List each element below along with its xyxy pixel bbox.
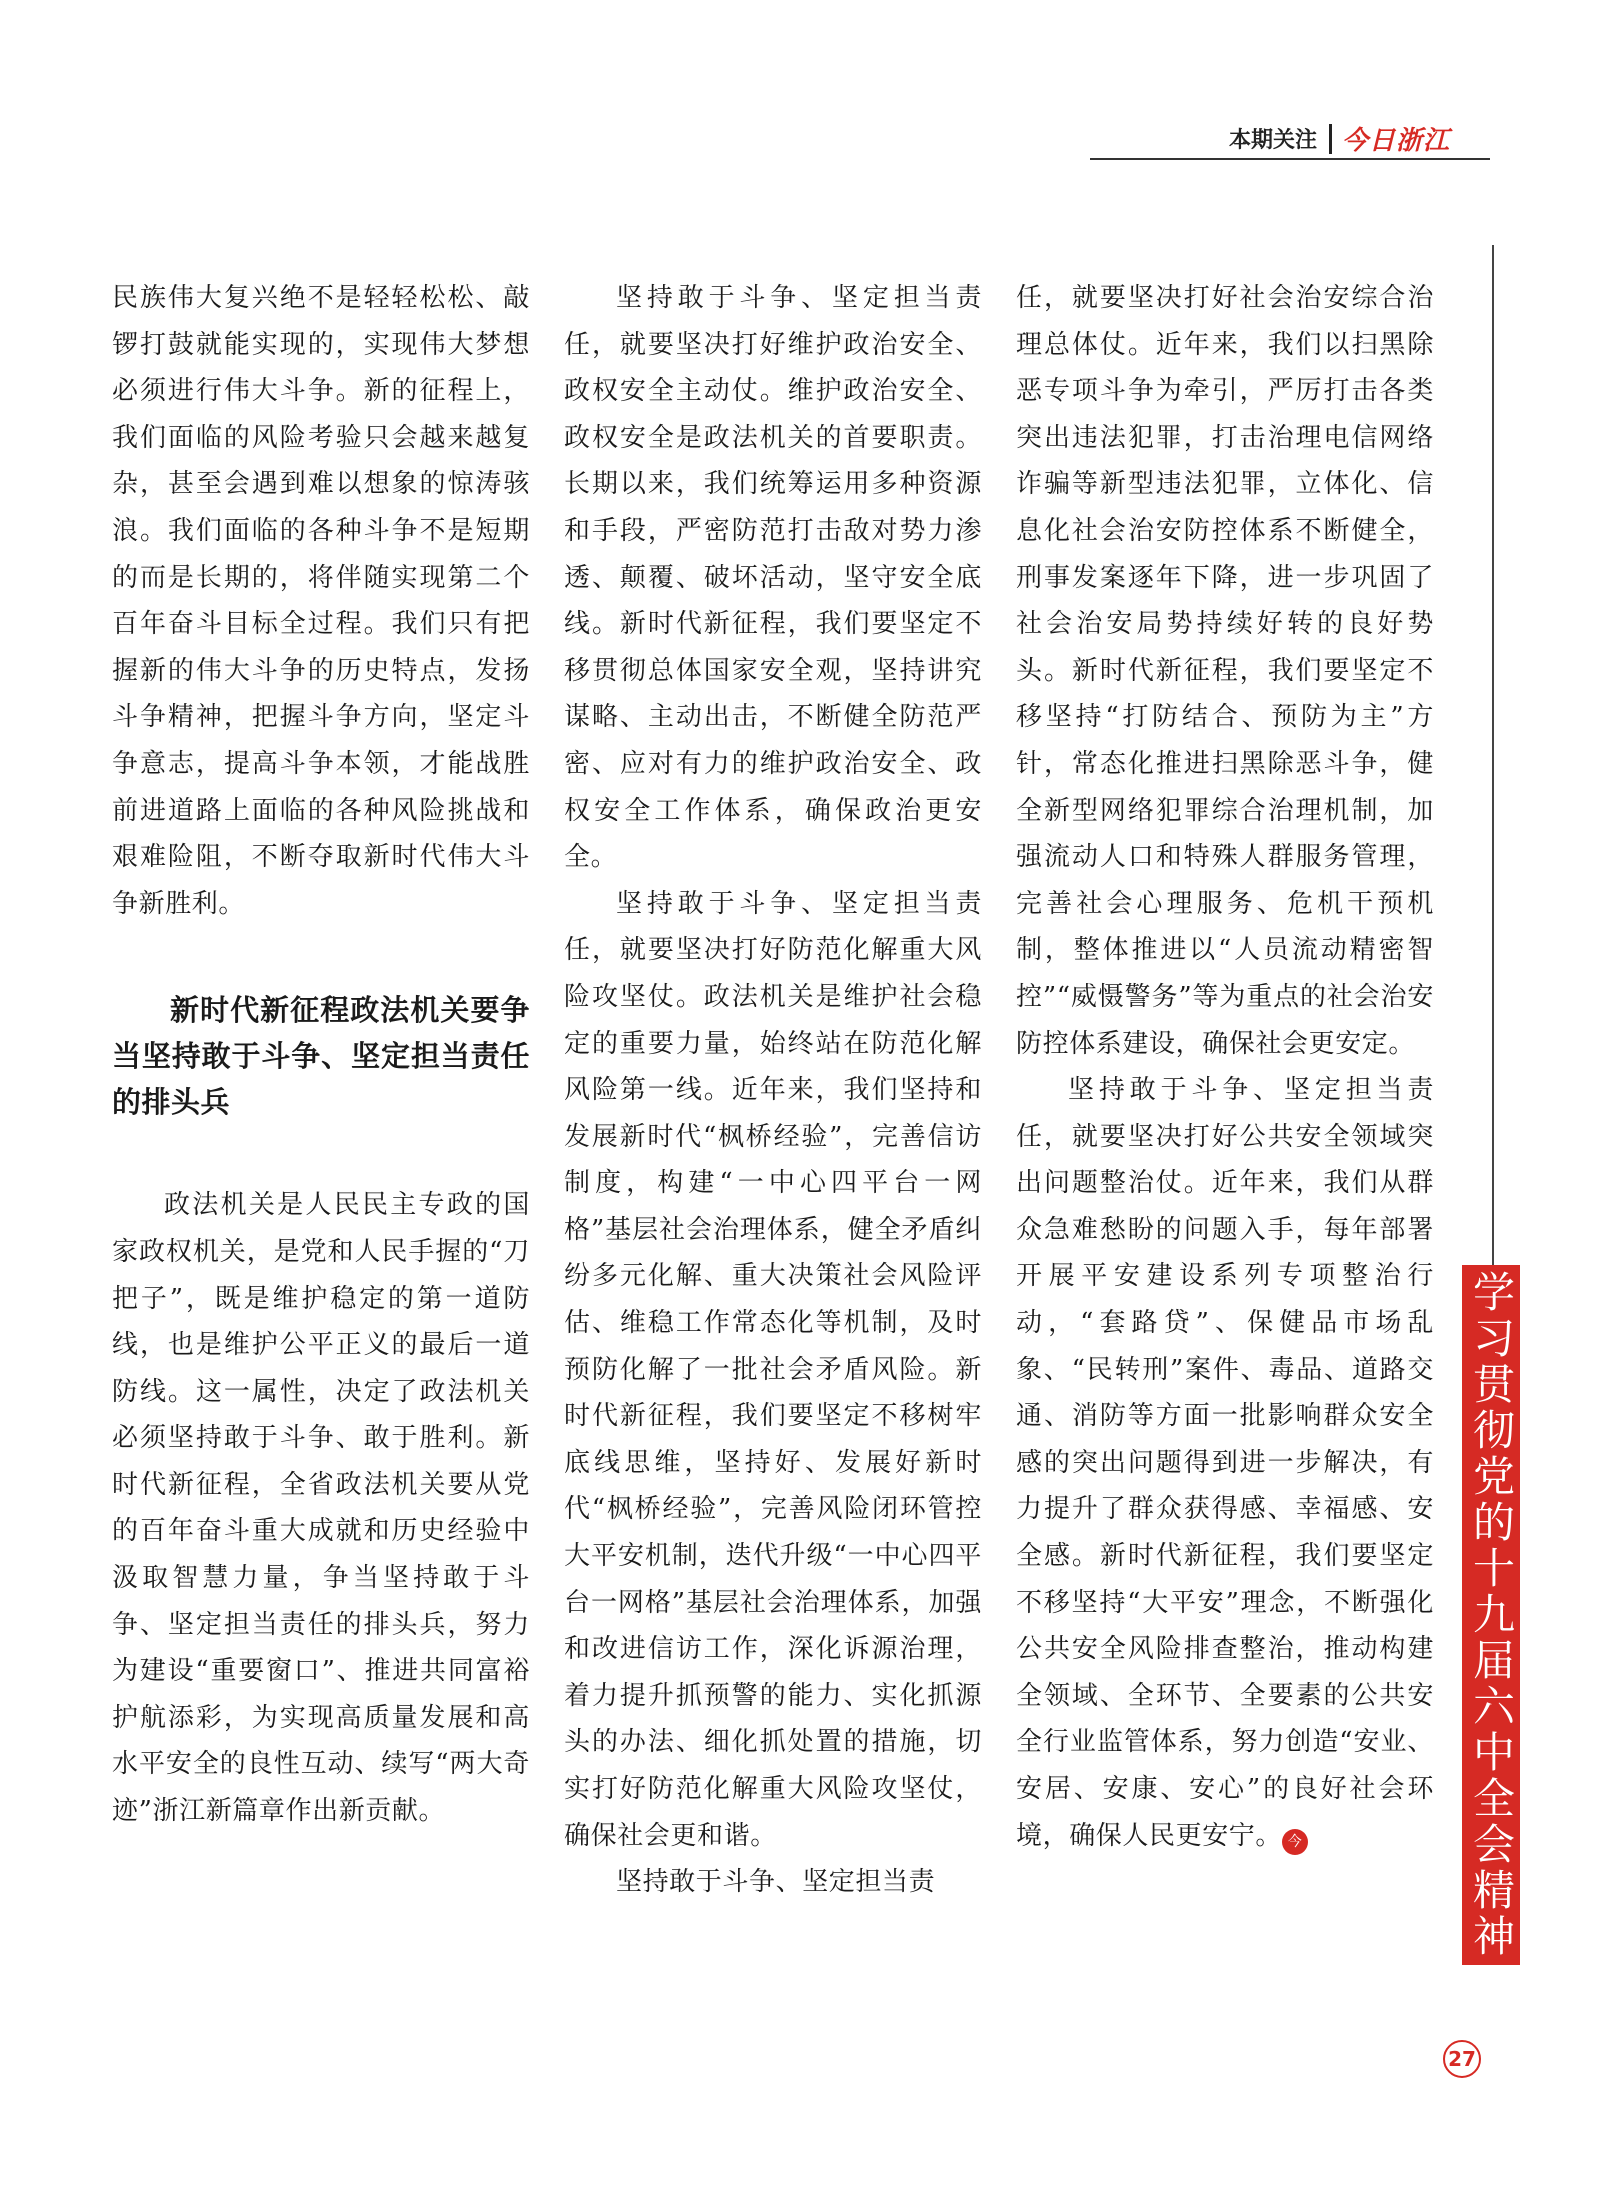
column-2 <box>564 275 982 1906</box>
paragraph-text: 坚持敢于斗争、坚定担当责任，就要坚决打好公共安全领域突出问题整治仗。近年来，我们从群众急难愁盼的问题入手，每年部署开展平安建设系列专项整治行动，“套路贷”、保健品市场乱象、“民转刑”案件、毒品、道路交通、消防等方面一批影响群众安全感的突出问题得到进一步解决，有力提升了群众获得感、幸福感、安全感。新时代新征程，我们要坚定不移坚持“大平安”理念，不断强化公共安全风险排查整治，推动构建全领域、全环节、全要素的公共安全行业监管体系，努力创造“安业、安居、安康、安心”的良好社会环境，确保人民更安宁。 <box>1016 1075 1434 1851</box>
paragraph <box>1016 1067 1434 1859</box>
paragraph: 任，就要坚决打好社会治安综合治理总体仗。近年来，我们以扫黑除恶专项斗争为牵引，严厉打击各类突出违法犯罪，打击治理电信网络诈骗等新型违法犯罪，立体化、信息化社会治安防控体系不断健全，刑事发案逐年下降，进一步巩固了社会治安局势持续好转的良好势头。新时代新征程，我们要坚定不移坚持“打防结合、预防为主”方针，常态化推进扫黑除恶斗争，健全新型网络犯罪综合治理机制，加强流动人口和特殊人群服务管理，完善社会心理服务、危机干预机制，整体推进以“人员流动精密智控”“威慑警务”等为重点的社会治安防控体系建设，确保社会更安定。 <box>1016 283 1434 1059</box>
page-number: 27 <box>1443 2040 1481 2078</box>
header-divider <box>1329 124 1332 154</box>
header-rule <box>1090 158 1490 160</box>
section-heading: 新时代新征程政法机关要争当坚持敢于斗争、坚定担当责任的排头兵 <box>112 993 530 1120</box>
paragraph: 坚持敢于斗争、坚定担当责 <box>616 1867 936 1898</box>
magazine-logo: 今日浙江 <box>1341 126 1450 156</box>
page-header <box>1229 120 1450 157</box>
end-mark-icon: 今 <box>1282 1829 1308 1855</box>
paragraph: 坚持敢于斗争、坚定担当责任，就要坚决打好维护政治安全、政权安全主动仗。维护政治安全、政权安全是政法机关的首要职责。长期以来，我们统筹运用多种资源和手段，严密防范打击敌对势力渗透、颠覆、破坏活动，坚守安全底线。新时代新征程，我们要坚定不移贯彻总体国家安全观，坚持讲究谋略、主动出击，不断健全防范严密、应对有力的维护政治安全、政权安全工作体系，确保政治更安全。 <box>564 283 982 873</box>
section-tab-label: 学习贯彻党的十九届六中全会精神 <box>1467 1270 1516 1960</box>
column-3 <box>1016 275 1434 1859</box>
section-tab <box>1462 1265 1520 1965</box>
side-rule <box>1492 245 1494 1265</box>
paragraph: 政法机关是人民民主专政的国家政权机关，是党和人民手握的“刀把子”，既是维护稳定的第一道防线，也是维护公平正义的最后一道防线。这一属性，决定了政法机关必须坚持敢于斗争、敢于胜利。新时代新征程，全省政法机关要从党的百年奋斗重大成就和历史经验中汲取智慧力量，争当坚持敢于斗争、坚定担当责任的排头兵，努力为建设“重要窗口”、推进共同富裕护航添彩，为实现高质量发展和高水平安全的良性互动、续写“两大奇迹”浙江新篇章作出新贡献。 <box>112 1190 530 1827</box>
paragraph: 民族伟大复兴绝不是轻轻松松、敲锣打鼓就能实现的，实现伟大梦想必须进行伟大斗争。新的征程上，我们面临的风险考验只会越来越复杂，甚至会遇到难以想象的惊涛骇浪。我们面临的各种斗争不是短期的而是长期的，将伴随实现第二个百年奋斗目标全过程。我们只有把握新的伟大斗争的历史特点，发扬斗争精神，把握斗争方向，坚定斗争意志，提高斗争本领，才能战胜前进道路上面临的各种风险挑战和艰难险阻，不断夺取新时代伟大斗争新胜利。 <box>112 283 530 919</box>
section-label: 本期关注 <box>1228 128 1317 153</box>
paragraph: 坚持敢于斗争、坚定担当责任，就要坚决打好防范化解重大风险攻坚仗。政法机关是维护社会稳定的重要力量，始终站在防范化解风险第一线。近年来，我们坚持和发展新时代“枫桥经验”，完善信访制度，构建“一中心四平台一网格”基层社会治理体系，健全矛盾纠纷多元化解、重大决策社会风险评估、维稳工作常态化等机制，及时预防化解了一批社会矛盾风险。新时代新征程，我们要坚定不移树牢底线思维，坚持好、发展好新时代“枫桥经验”，完善风险闭环管控大平安机制，迭代升级“一中心四平台一网格”基层社会治理体系，加强和改进信访工作，深化诉源治理，着力提升抓预警的能力、实化抓源头的办法、细化抓处置的措施，切实打好防范化解重大风险攻坚仗，确保社会更和谐。 <box>564 888 982 1851</box>
column-1 <box>112 275 530 1835</box>
